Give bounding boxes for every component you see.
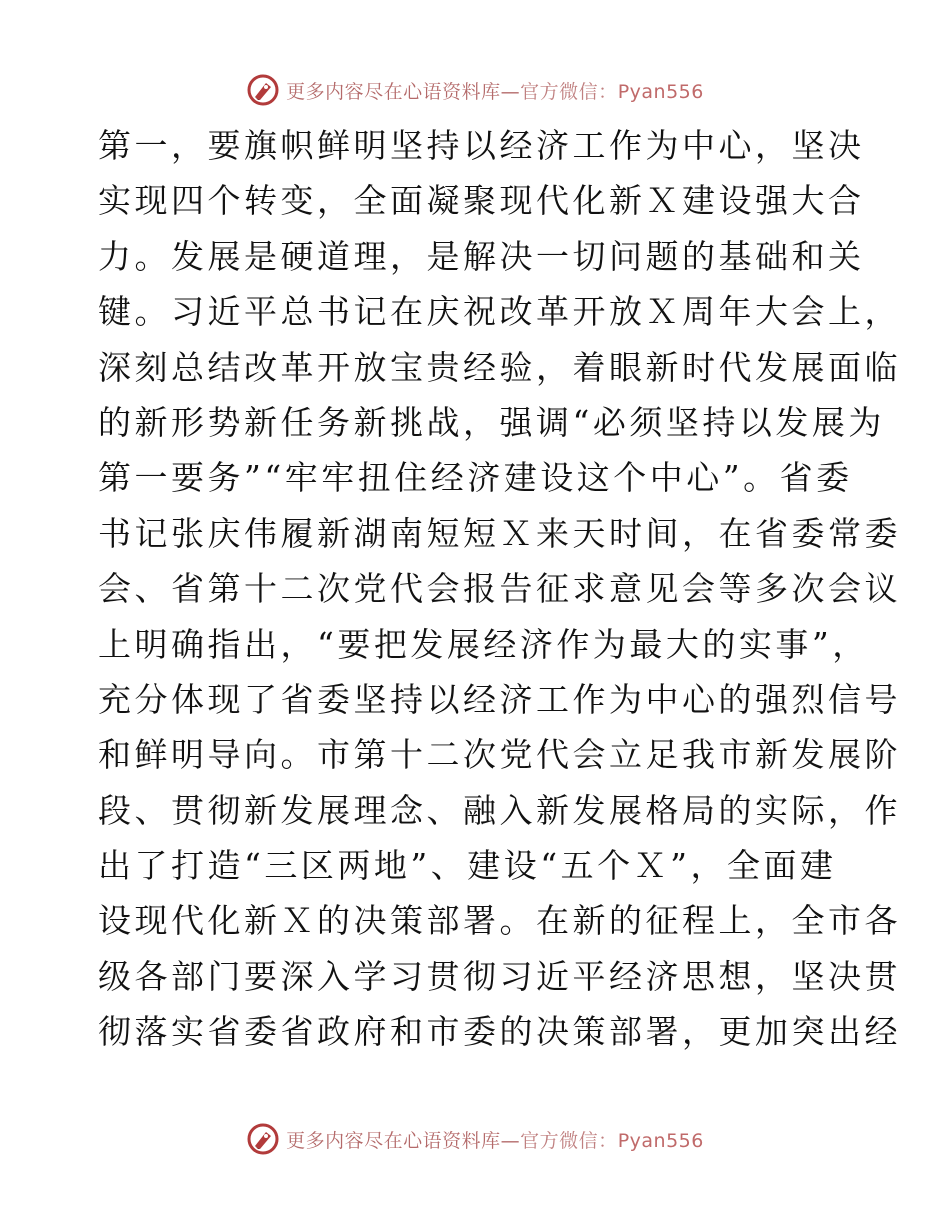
text-line: 书记张庆伟履新湖南短短Ｘ来天时间，在省委常委 — [98, 513, 901, 553]
wechat-id: Pyan556 — [617, 80, 704, 103]
text-line: 出了打造“三区两地”、建设“五个Ｘ”，全面建 — [98, 846, 837, 886]
banner-separator: — — [500, 80, 521, 103]
header-banner — [0, 70, 950, 110]
text-line: 和鲜明导向。市第十二次党代会立足我市新发展阶 — [98, 735, 901, 775]
banner-main-text: 更多内容尽在心语资料库 — [286, 1129, 501, 1152]
text-line: 的新形势新任务新挑战，强调“必须坚持以发展为 — [98, 402, 885, 442]
text-line: 实现四个转变，全面凝聚现代化新Ｘ建设强大合 — [98, 181, 865, 221]
footer-banner — [0, 1119, 950, 1159]
text-line: 上明确指出，“要把发展经济作为最大的实事”， — [98, 624, 869, 664]
text-line: 深刻总结改革开放宝贵经验，着眼新时代发展面临 — [98, 347, 901, 387]
pen-nib-logo-icon — [246, 73, 280, 107]
wechat-id: Pyan556 — [617, 1129, 704, 1152]
text-line: 彻落实省委省政府和市委的决策部署，更加突出经 — [98, 1012, 901, 1052]
banner-text — [286, 77, 704, 104]
text-line: 充分体现了省委坚持以经济工作为中心的强烈信号 — [98, 679, 901, 719]
text-line: 设现代化新Ｘ的决策部署。在新的征程上，全市各 — [98, 901, 901, 941]
text-line: 第一，要旗帜鲜明坚持以经济工作为中心，坚决 — [98, 126, 865, 165]
wechat-label: 官方微信： — [520, 1129, 618, 1152]
text-line: 键。习近平总书记在庆祝改革开放Ｘ周年大会上， — [98, 292, 901, 332]
pen-nib-logo-icon — [246, 1122, 280, 1156]
banner-main-text: 更多内容尽在心语资料库 — [286, 80, 501, 103]
article-body — [98, 118, 901, 1060]
text-line: 力。发展是硬道理，是解决一切问题的基础和关 — [98, 236, 865, 276]
text-line: 级各部门要深入学习贯彻习近平经济思想，坚决贯 — [98, 956, 901, 996]
text-line: 段、贯彻新发展理念、融入新发展格局的实际，作 — [98, 790, 901, 830]
banner-separator: — — [500, 1129, 521, 1152]
banner-text — [286, 1126, 704, 1153]
text-line: 会、省第十二次党代会报告征求意见会等多次会议 — [98, 569, 901, 609]
wechat-label: 官方微信： — [520, 80, 618, 103]
text-line: 第一要务”“牢牢扭住经济建设这个中心”。省委 — [98, 458, 853, 498]
